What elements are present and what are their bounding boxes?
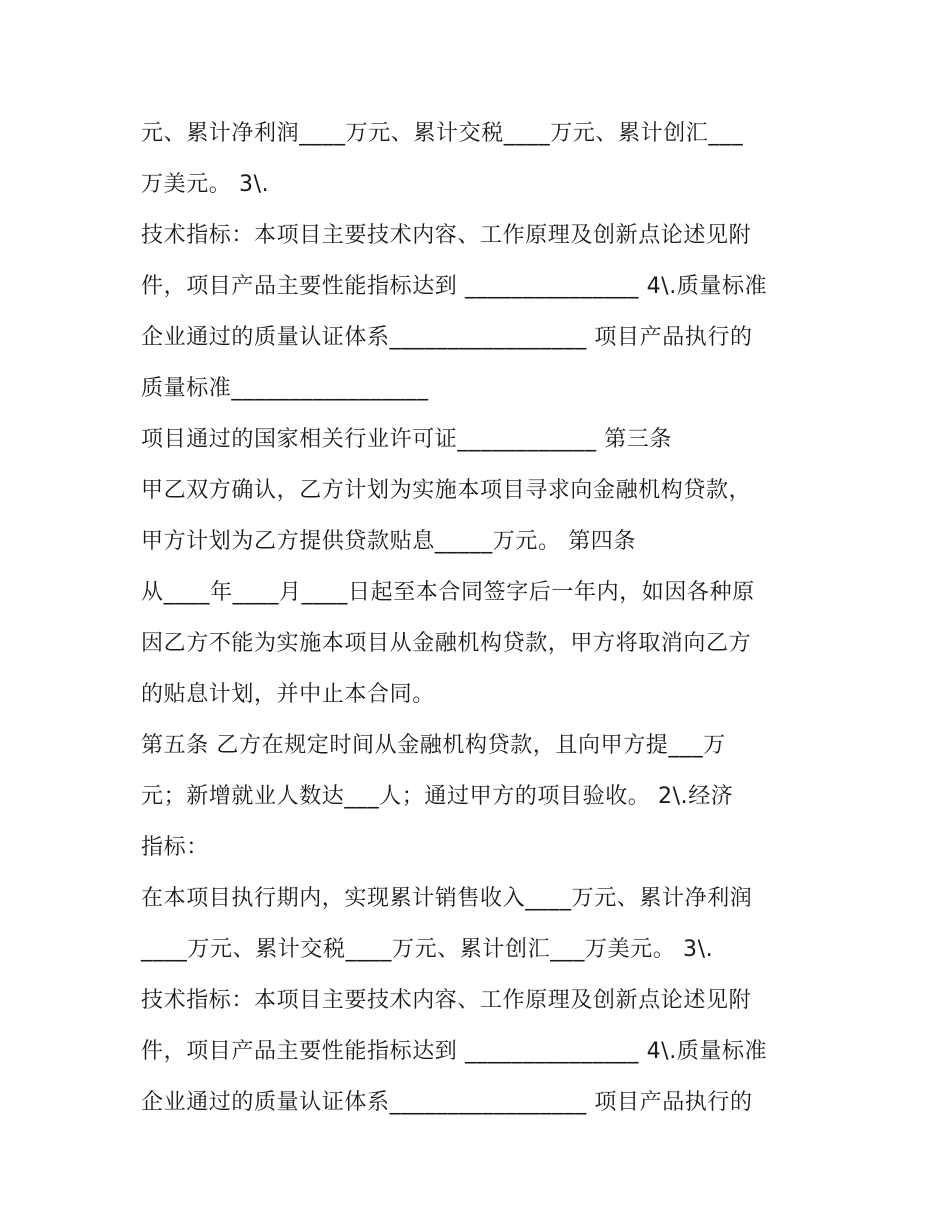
text-line-2: 万美元。 3\. bbox=[141, 172, 270, 197]
text-line-15: 指标： bbox=[141, 835, 209, 860]
document-body bbox=[141, 108, 821, 1128]
text-line-20: 企业通过的质量认证体系_________________ 项目产品执行的 bbox=[141, 1090, 753, 1115]
text-line-11: 因乙方不能为实施本项目从金融机构贷款，甲方将取消向乙方 bbox=[141, 631, 752, 656]
text-line-19: 件，项目产品主要性能指标达到 _______________ 4\.质量标准 bbox=[141, 1039, 768, 1064]
text-line-9: 甲方计划为乙方提供贷款贴息_____万元。 第四条 bbox=[141, 529, 636, 554]
text-line-18: 技术指标：本项目主要技术内容、工作原理及创新点论述见附 bbox=[141, 988, 752, 1013]
text-line-17: ____万元、累计交税____万元、累计创汇___万美元。 3\. bbox=[141, 937, 714, 962]
text-line-14: 元；新增就业人数达___人；通过甲方的项目验收。 2\.经济 bbox=[141, 784, 734, 809]
text-line-16: 在本项目执行期内，实现累计销售收入____万元、累计净利润 bbox=[141, 886, 753, 911]
text-line-5: 企业通过的质量认证体系_________________ 项目产品执行的 bbox=[141, 325, 753, 350]
text-line-12: 的贴息计划，并中止本合同。 bbox=[141, 682, 435, 707]
text-line-7: 项目通过的国家相关行业许可证____________ 第三条 bbox=[141, 427, 672, 452]
text-line-6: 质量标准_________________ bbox=[141, 376, 429, 401]
text-line-10: 从____年____月____日起至本合同签字后一年内，如因各种原 bbox=[141, 580, 755, 605]
text-line-4: 件，项目产品主要性能指标达到 _______________ 4\.质量标准 bbox=[141, 274, 768, 299]
text-line-13: 第五条 乙方在规定时间从金融机构贷款，且向甲方提___万 bbox=[141, 733, 726, 758]
text-line-1: 元、累计净利润____万元、累计交税____万元、累计创汇___ bbox=[141, 121, 744, 146]
text-line-3: 技术指标：本项目主要技术内容、工作原理及创新点论述见附 bbox=[141, 223, 752, 248]
text-line-8: 甲乙双方确认，乙方计划为实施本项目寻求向金融机构贷款， bbox=[141, 478, 752, 503]
